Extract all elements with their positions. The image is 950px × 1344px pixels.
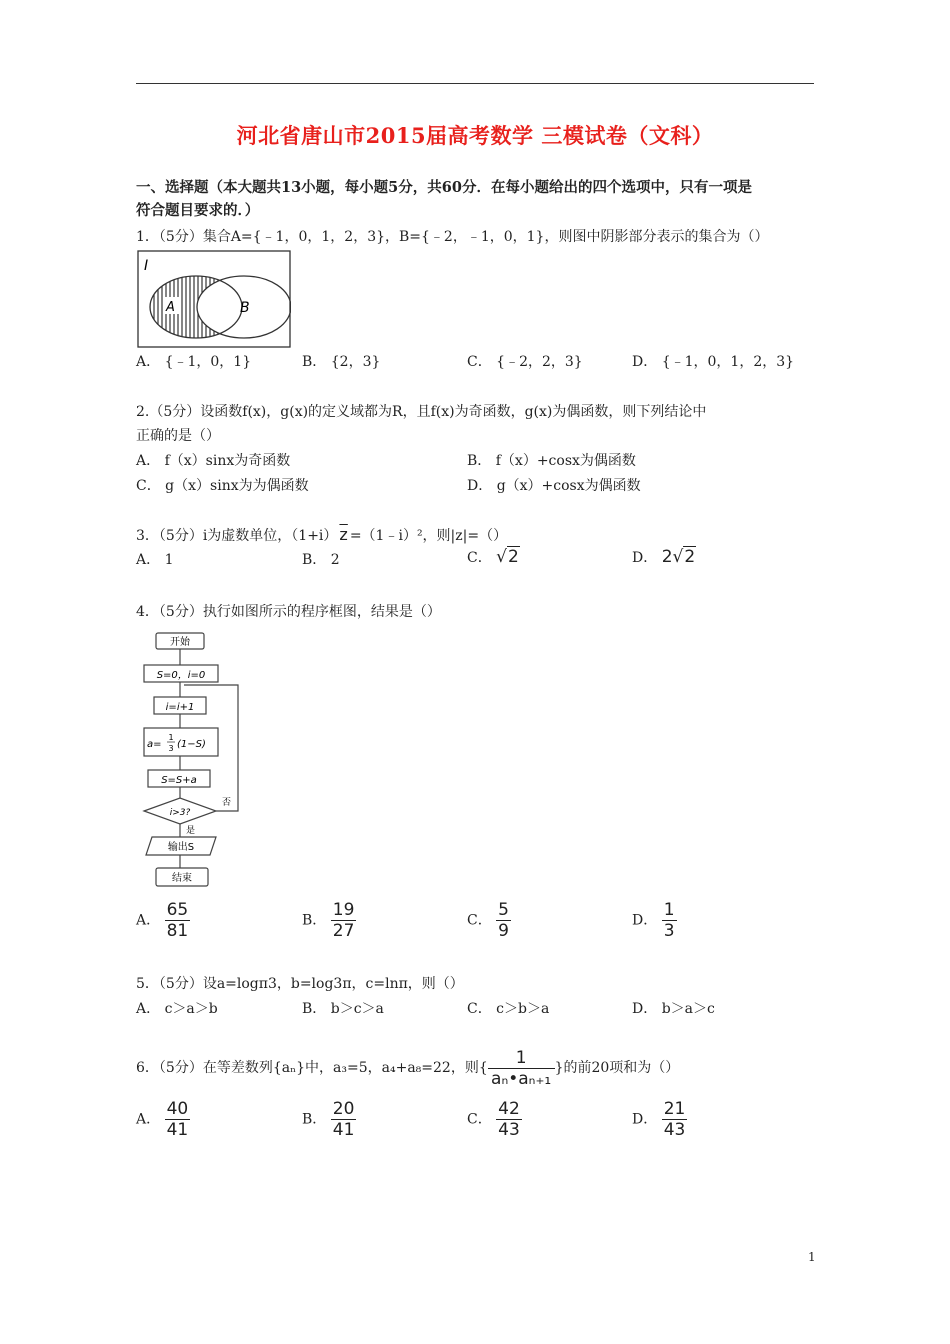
option-label: B． bbox=[302, 354, 327, 370]
option-value: 2 bbox=[330, 552, 340, 568]
fraction-denominator: 81 bbox=[166, 921, 189, 941]
venn-label-b: B bbox=[240, 300, 250, 316]
q5-option-d bbox=[632, 998, 715, 1018]
fraction bbox=[496, 900, 511, 941]
fraction-numerator: 19 bbox=[332, 900, 355, 920]
option-value: 1 bbox=[164, 552, 174, 568]
option-label: C． bbox=[467, 912, 492, 929]
flow-start-text: 开始 bbox=[170, 637, 190, 648]
option-label: C． bbox=[467, 1111, 492, 1128]
question-6-text bbox=[136, 1046, 826, 1090]
option-label: D． bbox=[632, 550, 658, 566]
flowchart bbox=[138, 628, 248, 890]
option-value: b＞a＞c bbox=[661, 1001, 715, 1017]
option-value: b＞c＞a bbox=[330, 1001, 384, 1017]
flow-step1-text: i=i+1 bbox=[165, 702, 195, 713]
section-heading bbox=[136, 176, 816, 222]
question-5-text: 5．（5分）设a=logπ3，b=log3π，c=lnπ，则（） bbox=[136, 976, 464, 992]
venn-diagram bbox=[137, 250, 291, 348]
option-label: C． bbox=[467, 354, 492, 370]
q2-option-c bbox=[136, 475, 309, 495]
page-number: 1 bbox=[808, 1250, 816, 1264]
option-label: D． bbox=[632, 354, 658, 370]
q6-text-pre: 6．（5分）在等差数列{aₙ}中，a₃=5，a₄+a₈=22，则{ bbox=[136, 1060, 488, 1076]
q6-option-c bbox=[467, 1099, 522, 1140]
flow-step3-text: S=S+a bbox=[161, 775, 197, 786]
fraction-numerator: 21 bbox=[663, 1099, 686, 1119]
q4-option-c bbox=[467, 900, 511, 941]
venn-label-a: A bbox=[166, 300, 175, 315]
option-value: {2，3} bbox=[330, 354, 381, 370]
option-label: A． bbox=[136, 1111, 161, 1128]
option-value: f（x）+cosx为偶函数 bbox=[495, 453, 636, 469]
flow-no-label: 否 bbox=[222, 798, 232, 808]
header-rule bbox=[136, 83, 814, 84]
radicand: 2 bbox=[684, 547, 696, 567]
flow-init-text: S=0，i=0 bbox=[156, 670, 206, 681]
option-label: B． bbox=[302, 1001, 327, 1017]
fraction bbox=[165, 1099, 191, 1140]
q4-option-d bbox=[632, 900, 677, 941]
fraction-denominator: 43 bbox=[498, 1120, 520, 1140]
q6-option-b bbox=[302, 1099, 356, 1140]
flow-output-text: 输出S bbox=[167, 842, 195, 853]
q1-option-c bbox=[467, 351, 583, 371]
fraction-denominator: 43 bbox=[663, 1120, 686, 1140]
option-label: B． bbox=[302, 1111, 327, 1128]
fraction-denominator: 41 bbox=[166, 1120, 189, 1140]
option-value: c＞b＞a bbox=[496, 1001, 550, 1017]
q1-option-a bbox=[136, 351, 251, 371]
z-conjugate: $\overline{z}$ bbox=[339, 525, 348, 544]
q6-option-d bbox=[632, 1099, 687, 1140]
q2-option-b bbox=[467, 450, 636, 470]
q3-option-d bbox=[632, 547, 696, 567]
radicand: 2 bbox=[508, 547, 519, 567]
fraction-denominator: 9 bbox=[498, 921, 509, 941]
q3-option-b bbox=[302, 549, 340, 569]
fraction-denominator: 27 bbox=[332, 921, 355, 941]
flow-step2-den: 3 bbox=[168, 744, 174, 753]
option-label: D． bbox=[632, 912, 658, 929]
q2-option-a bbox=[136, 450, 290, 470]
section-heading-line1: 一、选择题（本大题共13小题，每小题5分，共60分．在每小题给出的四个选项中，只有一项是 bbox=[136, 179, 752, 196]
option-value: f（x）sinx为奇函数 bbox=[164, 453, 291, 469]
q6-option-a bbox=[136, 1099, 190, 1140]
q5-option-a bbox=[136, 998, 218, 1018]
option-value: {﹣1，0，1，2，3} bbox=[661, 354, 795, 370]
sqrt-expression: 2√2 bbox=[661, 547, 696, 567]
q3-option-c bbox=[467, 547, 520, 567]
q3-text-pre: 3．（5分）i为虚数单位，（1+i） bbox=[136, 528, 338, 544]
page-title: 河北省唐山市2015届高考数学 三模试卷（文科） bbox=[236, 123, 714, 148]
option-value: g（x）+cosx为偶函数 bbox=[496, 478, 641, 494]
fraction-numerator: 40 bbox=[166, 1099, 189, 1119]
option-value: g（x）sinx为为偶函数 bbox=[165, 478, 309, 494]
question-4-text: 4．（5分）执行如图所示的程序框图，结果是（） bbox=[136, 604, 441, 620]
question-1-text: 1．（5分）集合A={﹣1，0，1，2，3}，B={﹣2，﹣1，0，1}，则图中阴影部分表示的集合为（） bbox=[136, 229, 769, 245]
fraction-denominator: aₙ•aₙ₊₁ bbox=[491, 1068, 552, 1089]
sqrt-expression: √2 bbox=[496, 547, 519, 567]
sequence-fraction bbox=[488, 1048, 555, 1089]
fraction-denominator: 41 bbox=[332, 1120, 355, 1140]
fraction bbox=[165, 900, 191, 941]
fraction-numerator: 1 bbox=[663, 900, 675, 920]
option-label: B． bbox=[302, 912, 327, 929]
fraction bbox=[662, 1099, 688, 1140]
option-label: B． bbox=[302, 552, 327, 568]
q3-option-a bbox=[136, 549, 174, 569]
option-label: B． bbox=[467, 453, 492, 469]
q4-option-a bbox=[136, 900, 190, 941]
option-value: {﹣2，2，3} bbox=[496, 354, 583, 370]
q4-option-b bbox=[302, 900, 356, 941]
option-label: A． bbox=[136, 552, 161, 568]
coefficient: 2 bbox=[661, 547, 673, 567]
option-value: c＞a＞b bbox=[164, 1001, 218, 1017]
flow-step2-post: (1−S) bbox=[177, 739, 206, 750]
question-3-text bbox=[136, 523, 826, 548]
question-2-line2: 正确的是（） bbox=[136, 428, 220, 444]
fraction bbox=[496, 1099, 522, 1140]
fraction bbox=[331, 900, 357, 941]
q3-text-post: =（1﹣i）²，则|z|=（） bbox=[349, 528, 508, 544]
option-value: {﹣1，0，1} bbox=[164, 354, 252, 370]
option-label: C． bbox=[467, 1001, 492, 1017]
option-label: A． bbox=[136, 354, 161, 370]
flow-condition-text: i>3? bbox=[169, 808, 191, 818]
option-label: D． bbox=[632, 1111, 658, 1128]
option-label: C． bbox=[467, 550, 492, 566]
flow-end-text: 结束 bbox=[172, 873, 192, 884]
option-label: D． bbox=[632, 1001, 658, 1017]
venn-label-universe: I bbox=[144, 258, 149, 274]
option-label: C． bbox=[136, 478, 161, 494]
option-label: A． bbox=[136, 1001, 161, 1017]
flow-yes-label: 是 bbox=[186, 826, 196, 836]
option-label: A． bbox=[136, 912, 161, 929]
flow-step2-pre: a= bbox=[147, 739, 162, 750]
option-label: A． bbox=[136, 453, 161, 469]
q5-option-c bbox=[467, 998, 549, 1018]
option-label: D． bbox=[467, 478, 493, 494]
fraction-numerator: 42 bbox=[498, 1099, 520, 1119]
question-2-line1: 2.（5分）设函数f(x)，g(x)的定义域都为R，且f(x)为奇函数，g(x)为偶函数，则下列结论中 bbox=[136, 404, 707, 420]
fraction-denominator: 3 bbox=[663, 921, 675, 941]
section-heading-line2: 符合题目要求的．） bbox=[136, 202, 260, 219]
fraction-numerator: 20 bbox=[332, 1099, 355, 1119]
flow-step2-num: 1 bbox=[168, 733, 174, 742]
q6-text-post: }的前20项和为（） bbox=[554, 1060, 680, 1076]
q1-option-b bbox=[302, 351, 380, 371]
fraction bbox=[331, 1099, 357, 1140]
q5-option-b bbox=[302, 998, 384, 1018]
fraction bbox=[662, 900, 677, 941]
q1-option-d bbox=[632, 351, 794, 371]
q2-option-d bbox=[467, 475, 641, 495]
fraction-numerator: 65 bbox=[166, 900, 189, 920]
fraction-numerator: 1 bbox=[488, 1048, 555, 1069]
fraction-numerator: 5 bbox=[498, 900, 509, 920]
